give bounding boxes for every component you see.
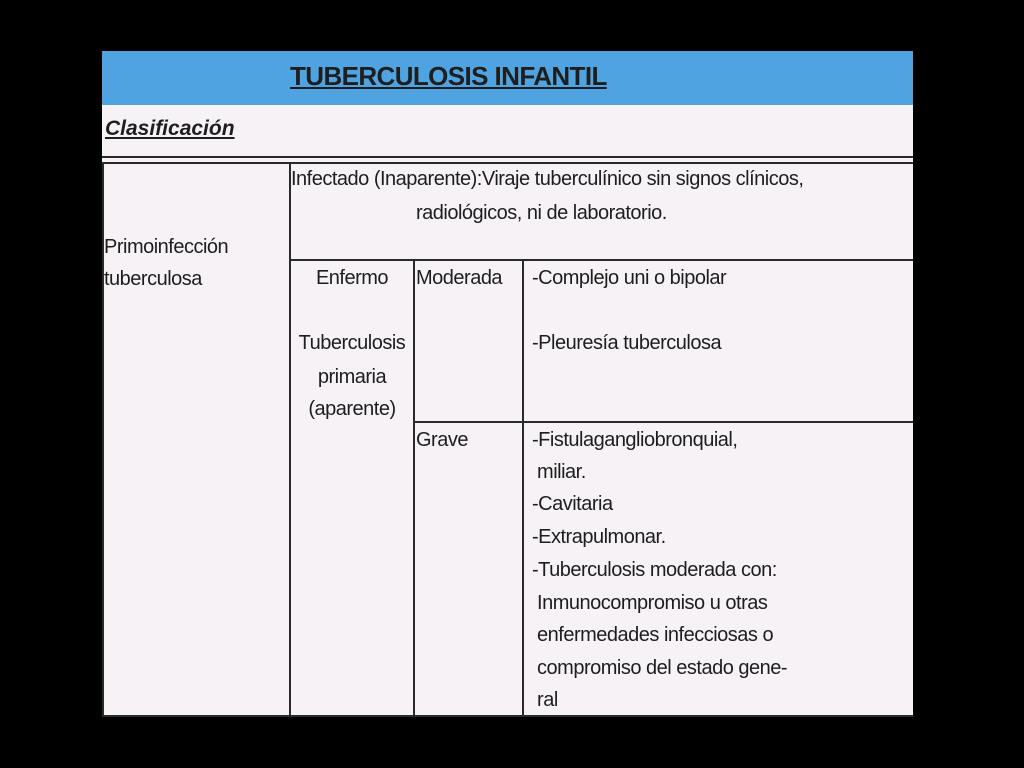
moderada-item: -Complejo uni o bipolar — [532, 267, 727, 289]
enfermo-line-1: Enfermo — [315, 267, 389, 289]
grave-item: -Extrapulmonar. — [532, 526, 666, 548]
grave-item: -Fistulagangliobronquial, — [532, 429, 738, 451]
grave-item: miliar. — [532, 461, 586, 483]
grave-label: Grave — [416, 429, 468, 451]
grave-item: Inmunocompromiso u otras — [532, 592, 768, 614]
grave-item: compromiso del estado gene- — [532, 657, 788, 679]
moderada-bottom-rule — [414, 421, 913, 423]
grave-item: ral — [532, 689, 558, 711]
infectado-bottom-rule — [290, 259, 913, 261]
enfermo-line-2: Tuberculosis — [298, 332, 406, 354]
title-bar — [102, 51, 913, 105]
section-label: Clasificación — [105, 117, 235, 140]
grave-item: -Cavitaria — [532, 493, 613, 515]
slide — [102, 51, 913, 717]
row-header-line-2: tuberculosa — [104, 268, 202, 290]
page-title: TUBERCULOSIS INFANTIL — [290, 61, 607, 91]
enfermo-line-4: (aparente) — [308, 398, 396, 420]
grave-item: -Tuberculosis moderada con: — [532, 559, 777, 581]
column-divider-3 — [522, 259, 524, 717]
infectado-line-2: radiológicos, ni de laboratorio. — [416, 202, 667, 224]
column-divider-1 — [289, 162, 291, 717]
row-header-line-1: Primoinfección — [104, 236, 229, 258]
moderada-label: Moderada — [416, 267, 503, 289]
table-bottom-rule — [102, 715, 913, 717]
moderada-item: -Pleuresía tuberculosa — [532, 332, 722, 354]
enfermo-line-3: primaria — [317, 366, 387, 388]
table-top-rule-1 — [102, 156, 913, 158]
infectado-line-1: Infectado (Inaparente):Viraje tuberculínico sin signos clínicos, — [291, 168, 804, 190]
grave-item: enfermedades infecciosas o — [532, 624, 774, 646]
